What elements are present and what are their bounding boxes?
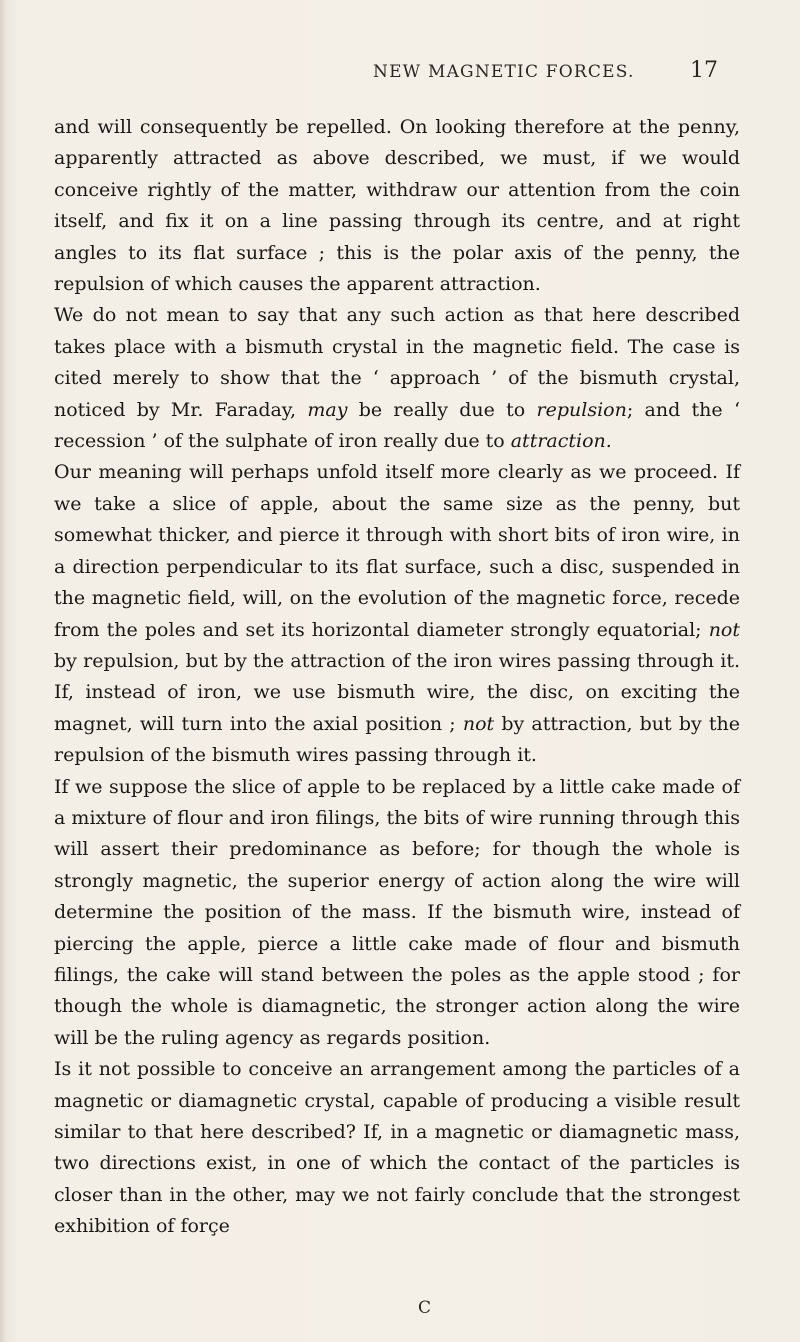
paragraph-1 [54,112,740,300]
paragraph-text: If we suppose the slice of apple to be replaced by a little cake made of a mixture of flour and iron filings, the bits of wire running through this will assert their predominance as before; for though the whole is strongly magnetic, the superior energy of action along the wire will determine the position of the mass. If the bismuth wire, instead of piercing the apple, pierce a little cake made of flour and bismuth filings, the cake will stand between the poles as the apple stood ; for though the whole is diamagnetic, the stronger action along the wire will be the ruling agency as regards position. [54,775,740,1049]
paragraph-text: and will consequently be repelled. On looking therefore at the penny, apparently attracted as above described, we must, if we would conceive rightly of the matter, withdraw our attention from the coin itself, and fix it on a line passing through its centre, and at right angles to its flat surface ; this is the polar axis of the penny, the repulsion of which causes the apparent attraction. [54,116,740,296]
page-number: 17 [690,58,718,83]
emphasis-attraction: attraction. [510,430,612,453]
signature-mark: C [418,1298,432,1318]
emphasis-not: not [462,712,495,735]
paragraph-5 [54,1054,740,1242]
paragraph-text: ; and the ‘ recession ’ of the sulphate of iron really due to [54,398,740,453]
page-gutter-shadow [0,0,6,1342]
paragraph-2 [54,300,740,457]
paragraph-text: Our meaning will perhaps unfold itself more clearly as we proceed. If we take a slice of apple, about the same size as the penny, but somewhat thicker, and pierce it through with short bits of iron wire, in a direction perpendicular to its flat surface, such a disc, suspended in the magnetic field, will, on the evolution of the magnetic force, recede from the poles and set its horizontal diameter strongly equatorial; [54,461,740,641]
emphasis-repulsion: repulsion [536,398,627,421]
paragraph-text: by attraction, but by the repulsion of the bismuth wires passing through it. [54,712,741,767]
paragraph-text: We do not mean to say that any such action as that here described takes place with a bismuth crystal in the magnetic field. The case is cited merely to show that the ‘ approach ’ of the bismuth crystal, noticed by Mr. Faraday, [54,304,740,421]
body-text [54,112,740,1243]
paragraph-3 [54,457,740,771]
paragraph-text: be really due to [347,398,537,421]
paragraph-text: Is it not possible to conceive an arrangement among the particles of a magnetic or diamagnetic crystal, capable of producing a visible result similar to that here described? If, in a magnetic or diamagnetic mass, two directions exist, in one of which the contact of the particles is closer than in the other, may we not fairly conclude that the strongest exhibition of forçe [54,1058,740,1238]
paragraph-text: by repulsion, but by the attraction of the iron wires passing through it. If, instead of iron, we use bismuth wire, the disc, on exciting the magnet, will turn into the axial position ; [54,649,740,735]
emphasis-may: may [307,398,348,421]
emphasis-not: not [708,618,740,641]
paragraph-4 [54,772,740,1055]
running-title: NEW MAGNETIC FORCES. [373,62,635,82]
